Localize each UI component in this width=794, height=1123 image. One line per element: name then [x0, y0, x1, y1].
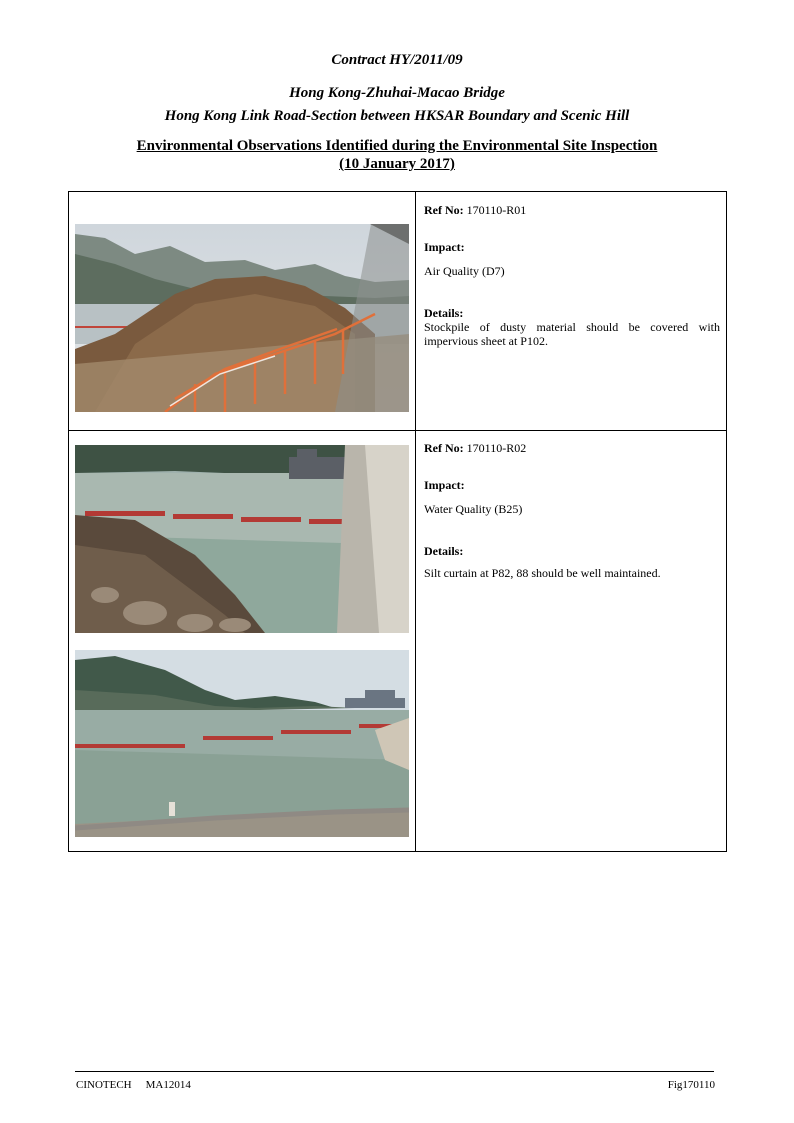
project-code: MA12014	[145, 1079, 191, 1091]
observation-2	[424, 441, 720, 580]
impact-label: Impact:	[424, 240, 465, 254]
page-title-date: (10 January 2017)	[339, 156, 455, 172]
contract-heading: Contract HY/2011/09	[331, 52, 463, 68]
ref-number: 170110-R01	[466, 203, 527, 217]
project-heading: Hong Kong-Zhuhai-Macao Bridge	[289, 85, 505, 101]
column-divider	[415, 192, 416, 851]
footer-divider	[75, 1071, 714, 1072]
figure-number: Fig170110	[667, 1079, 715, 1091]
row-divider	[69, 430, 726, 431]
details-label: Details:	[424, 306, 464, 320]
observations-table	[68, 191, 727, 852]
details-text: Stockpile of dusty material should be covered with impervious sheet at P102.	[424, 320, 720, 348]
impact-label: Impact:	[424, 478, 465, 492]
section-heading: Hong Kong Link Road-Section between HKSAR Boundary and Scenic Hill	[164, 108, 630, 124]
impact-value: Air Quality (D7)	[424, 264, 505, 278]
details-label: Details:	[424, 544, 464, 558]
footer-left	[76, 1079, 205, 1091]
page-title-line1: Environmental Observations Identified during the Environmental Site Inspection	[136, 138, 658, 154]
details-text: Silt curtain at P82, 88 should be well maintained.	[424, 566, 661, 580]
silt-curtain-photo-2	[75, 650, 409, 837]
impact-value: Water Quality (B25)	[424, 502, 523, 516]
stockpile-photo	[75, 224, 409, 412]
ref-label: Ref No:	[424, 203, 464, 217]
ref-number: 170110-R02	[466, 441, 527, 455]
ref-label: Ref No:	[424, 441, 464, 455]
company-name: CINOTECH	[76, 1079, 132, 1091]
page-title	[0, 137, 794, 173]
silt-curtain-photo-1	[75, 445, 409, 633]
observation-1	[424, 203, 720, 348]
